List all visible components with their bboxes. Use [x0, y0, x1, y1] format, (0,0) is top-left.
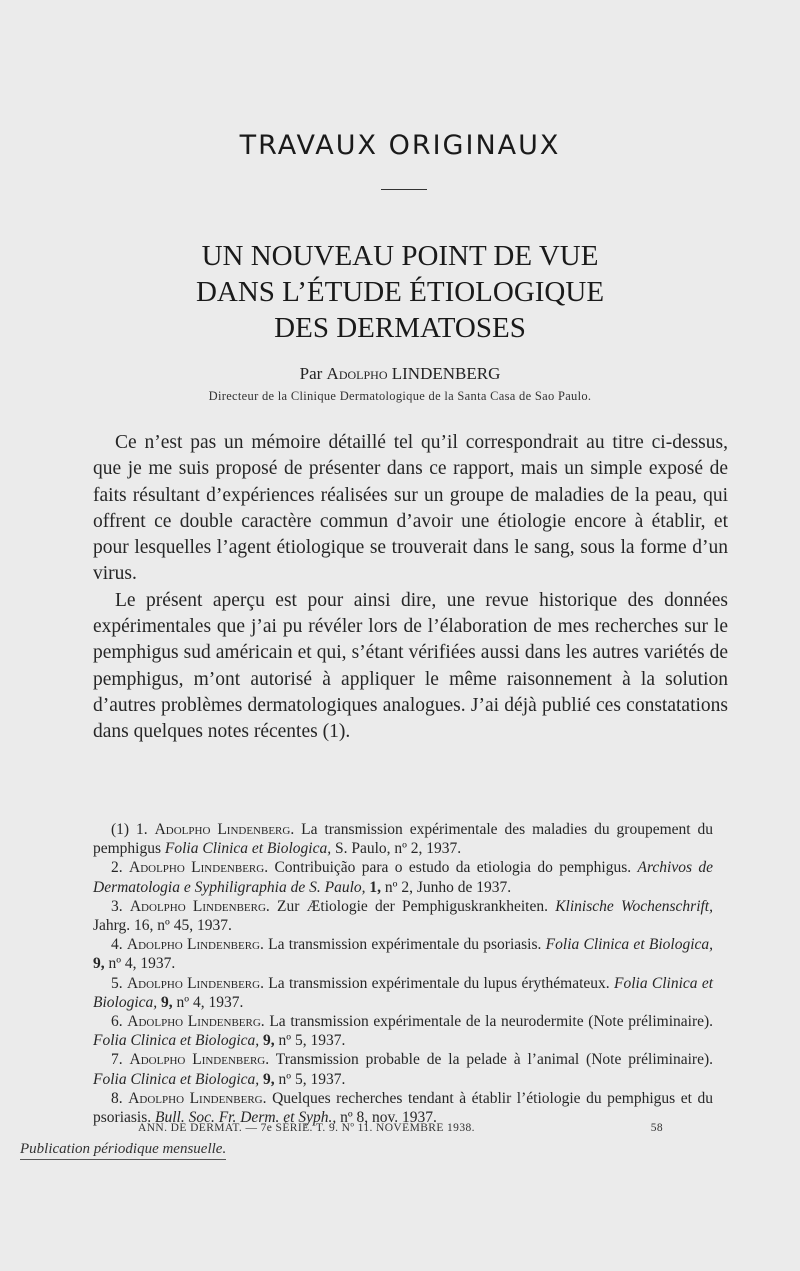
- publication-note: Publication périodique mensuelle.: [20, 1141, 226, 1160]
- article-body: [93, 430, 728, 746]
- author-last-name: LINDENBERG: [391, 364, 501, 383]
- author-first-name: Adolpho: [326, 364, 388, 383]
- footnote-item: 2. Adolpho Lindenberg. Contribuição para o estudo da etiologia do pemphigus. Archivos de Dermatologia e Syphiligraphia de S. Paulo, 1, nº 2, Junho de 1937.: [93, 859, 714, 896]
- title-line: UN NOUVEAU POINT DE VUE: [201, 240, 599, 272]
- footnote-item: (1) 1. Adolpho Lindenberg. La transmission expérimentale des maladies du groupement du pemphigus Folia Clinica et Biologica, S. Paulo, nº 2, 1937.: [93, 821, 713, 858]
- footnote-item: 3. Adolpho Lindenberg. Zur Ætiologie der Pemphiguskrankheiten. Klinische Wochenschrift, Jahrg. 16, nº 45, 1937.: [93, 897, 713, 935]
- footnote-item: 4. Adolpho Lindenberg. La transmission expérimentale du psoriasis. Folia Clinica et Biologica, 9, nº 4, 1937.: [93, 936, 714, 973]
- body-paragraph: Le présent aperçu est pour ainsi dire, une revue historique des données expérimentales que j’ai pu révéler lors de l’élaboration de mes recherches sur le pemphigus sud américain et qui, s’étant vérifiées aussi dans les autres variétés de pemphigus, m’ont autorisé à appliquer le même raisonnement à la solution d’autres problèmes dermatologiques analogues. J’ai déjà publié ces constatations dans quelques notes récentes (1).: [93, 589, 728, 743]
- body-paragraph: Ce n’est pas un mémoire détaillé tel qu’il correspondrait au titre ci-dessus, que je me suis proposé de présenter dans ce rapport, mais un simple exposé de faits résultant d’expériences réalisées sur un groupe de maladies de la peau, qui offrent ce double caractère commun d’avoir une étiologie encore à établir, et pour lesquelles l’agent étiologique se trouverait dans le sang, sous la forme d’un virus.: [93, 432, 728, 585]
- title-line: DES DERMATOSES: [274, 312, 526, 344]
- article-title: [0, 238, 800, 346]
- section-title: TRAVAUX ORIGINAUX: [239, 130, 561, 161]
- running-footer: [138, 1122, 663, 1134]
- journal-citation: ANN. DE DERMAT. — 7e SÉRIE. T. 9. Nº 11. NOVEMBRE 1938.: [138, 1122, 475, 1134]
- page-number: 58: [650, 1122, 663, 1134]
- title-line: DANS L’ÉTUDE ÉTIOLOGIQUE: [195, 276, 605, 308]
- title-divider: [381, 189, 427, 190]
- byline: [0, 364, 800, 384]
- author-affiliation: Directeur de la Clinique Dermatologique de la Santa Casa de Sao Paulo.: [208, 389, 592, 403]
- footnote-item: 6. Adolpho Lindenberg. La transmission expérimentale de la neurodermite (Note préliminaire). Folia Clinica et Biologica, 9, nº 5, 1937.: [93, 1013, 714, 1050]
- footnotes: [93, 820, 713, 1127]
- footnote-item: 7. Adolpho Lindenberg. Transmission probable de la pelade à l’animal (Note préliminaire). Folia Clinica et Biologica, 9, nº 5, 1937.: [93, 1051, 714, 1088]
- footnote-item: 5. Adolpho Lindenberg. La transmission expérimentale du lupus érythémateux. Folia Clinica et Biologica, 9, nº 4, 1937.: [93, 974, 714, 1011]
- footnote-item: 8. Adolpho Lindenberg. Quelques recherches tendant à établir l’étiologie du pemphigus et du psoriasis. Bull. Soc. Fr. Derm. et Syph., nº 8, nov. 1937.: [93, 1089, 714, 1127]
- byline-prefix: Par: [299, 364, 323, 383]
